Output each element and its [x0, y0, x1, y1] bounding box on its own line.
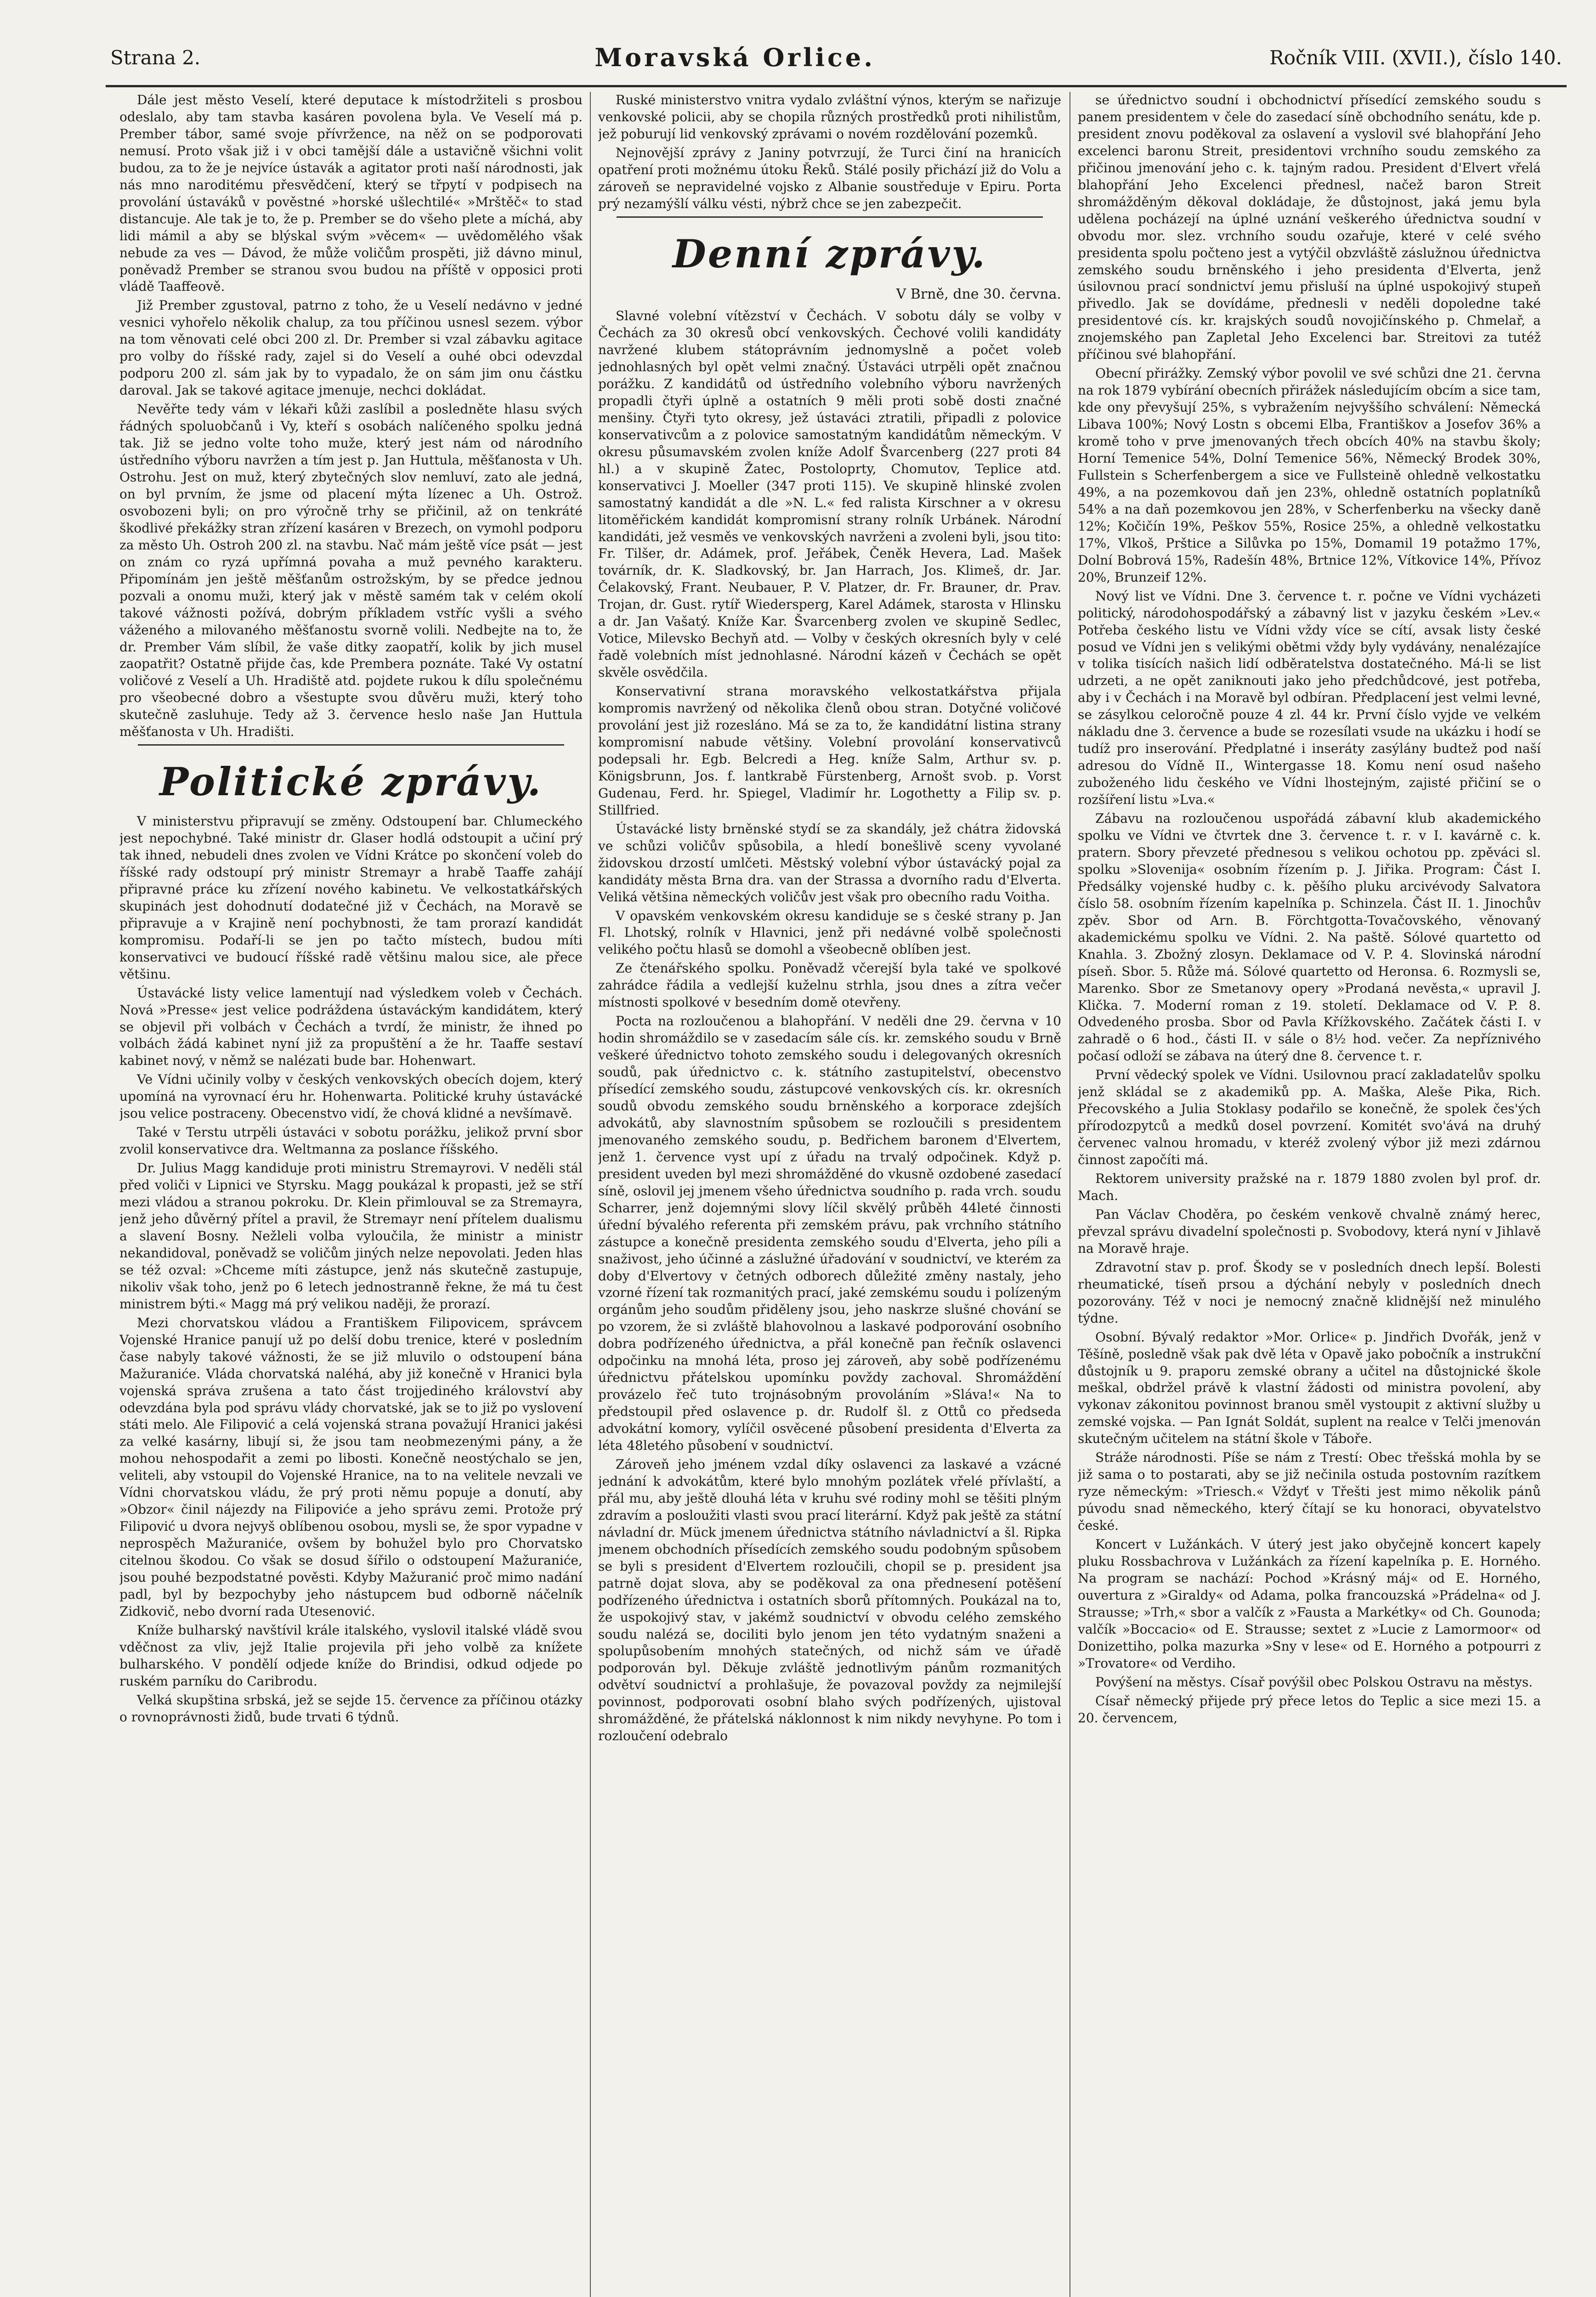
column-3 — [1078, 92, 1541, 2297]
news-item: V opavském venkovském okresu kandiduje se s české strany p. Jan Fl. Lhotský, rolník v Hlavnici, jenž při nedávné volbě společnosti velikého počtu hlasů se domohl a všeobecně oblíben jest. — [598, 908, 1061, 957]
section-title-daily: Denní zprávy. — [673, 231, 987, 277]
article-paragraph: Dále jest město Veselí, které deputace k místodržiteli s prosbou odeslalo, aby tam stavba kasáren povolena byla. Ve Veselí má p. Prember tábor, samé svoje přívržence, na něž on se podporovati nemusí. Proto však již i v obci tamější dále a ustavičně všichni volit budou, za to že je nejvíce ústavák a agitator proti naší národnosti, jak nás mno naroditému přesvědčení, který se třpytí v podpisech na provolání ústaváků v pověstné »horské ušlechtilé« »Mrštěč« to stad distancuje. Ale tak je to, že p. Prember se do všeho plete a míchá, aby lidi mámil a aby se blýskal svým »věcem« — uvědomělého však nebude za ves — Dávod, že může voličům prospěti, již dávno minul, poněvadž Prember se stranou svou budou na příště v opposici proti vládě Taaffeově. — [119, 92, 583, 294]
page-header — [110, 37, 1562, 78]
news-item: Obecní přirážky. Zemský výbor povolil ve své schůzi dne 21. června na rok 1879 vybírání obecních přirážek následujícím obcím a sice tam, kde ony převyšují 25%, s vybražením nejvyššího schválení: Německá Libava 100%; Nový Lostn s obcemi Elba, Františkov a Josefov 36% a kromě toho v prve jmenovaných třech obcích 40% na stavbu školy; Horní Temenice 54%, Dolní Temenice 56%, Německý Brodek 30%, Fullstein s Scherfenbergem a sice ve Fullsteině ohledně velkostatku 49%, a na pozemkovou daň jen 23%, ohledně ostatních poplatníků 54% a na daň pozemkovou jen 28%, v Scherfenberku na všecky daně 12%; Kočičín 19%, Peškov 55%, Rosice 25%, a ohledně velkostatku 17%, Vlkoš, Prštice a Silůvka po 15%, Domamil 19 potažmo 17%, Dolní Bobrová 15%, Radešín 48%, Brtnice 12%, Vítkovice 14%, Přívoz 20%, Brunzeif 12%. — [1078, 366, 1541, 585]
page-number: Strana 2. — [110, 46, 201, 69]
news-item: se úřednictvo soudní i obchodnictví přísedící zemského soudu s panem presidentem v čele do zasedací síně obchodního senátu, kde p. president znovu poděkoval za oslavení a vyslovil své blahopřání Jeho excelenci baronu Streit, presidentovi vrchního soudu zemského za přičinou jmenování jeho c. k. tajným radou. President d'Elvert vřelá blahopřání Jeho Excelenci přednesl, načež baron Streit shromážděným děkoval dokládaje, že důstojnost, jaká jemu byla udělena pocházejí na úplné uznání veškerého úřednictva soudní v obvodu mor. slez. vrchního soudu ozařuje, které v celé svého presidenta spolu počteno jest a vytýčil obzvláště záslužnou úřednictva zemského soudu brněnského i jeho presidenta d'Elverta, jenž úsilovnou prací sondnictví jemu přisluší na úplné uspokojivý stupeň přivedlo. Jak se dovídáme, přednesli v neděli dopoledne také presidentové cís. kr. krajských soudů novojičínského p. Chmelař, a znojemského pan Zapletal Jeho Excelenci bar. Streitovi za tutéž příčinou své blahopřání. — [1078, 92, 1541, 362]
news-item: Kníže bulharský navštívil krále italského, vyslovil italské vládě svou vděčnost za vliv, jejž Italie projevila při jeho volbě za knížete bulharského. V pondělí odjede kníže do Brindisi, odkud odjede po ruském parníku do Caribrodu. — [119, 1622, 583, 1689]
news-item: Pocta na rozloučenou a blahopřání. V neděli dne 29. června v 10 hodin shromáždilo se v zasedacím sále cís. kr. zemského soudu v Brně veškeré úřednictvo tohoto zemského soudu i delegovaných okresních soudů, pak úřednictvo c. k. státního zastupitelství, obecenstvo přísedící zemského soudu, zástupcové venkovských cís. kr. okresních soudů obvodu zemského soudu brněnského a korporace zdejších advokátů, aby slavnostním spůsobem se rozloučili s presidentem jmenovaného zemského soudu, p. Bedřichem baronem d'Elvertem, jenž 1. července vyst upí z úřadu na trvalý odpočinek. Když p. president uveden byl mezi shromážděné do vkusně ozdobené zasedací síně, oslovil jej jmenem všeho úřednictva soudního p. rada vrch. soudu Scharrer, jenž dojemnými slovy líčil skvělý průběh 44leté činnosti úřední bývalého referenta při zemském právu, pak vrchního státního zástupce a konečně presidenta zemského soudu d'Elverta, jeho píli a snaživost, jeho účinné a záslužné úřadování v soudnictví, ve kterém za doby d'Elvertovy v četných odborech důležité změny nastaly, jeho vzorné řízení tak rozmanitých prací, jaké zemskému soudu i polízeným orgánům jeho soudům přiděleny jsou, jeho naskrze slušné chování se po vzorem, že si zvláště blahovolnou a laskavé podporování osobního dobra podřízeného úřednictva, a přál konečně pan řečník oslavenci odpočinku na mnohá léta, proso jej zároveň, aby sobě podřízenému úřednictvu přátelskou upomínku povždy zachoval. Shromáždění provázelo řeč tuto trojnásobným provoláním »Sláva!« Na to předstoupil před oslavence p. dr. Rudolf šl. z Ottů co předseda advokátní komory, vylíčil osvěcené působení presidenta d'Elverta za léta 48letého působení v soudnictví. — [598, 1013, 1061, 1454]
newspaper-title: Moravská Orlice. — [594, 43, 876, 72]
news-item: Ve Vídni učinily volby v českých venkovských obecích dojem, který upomíná na vyrovnací éru hr. Hohenwarta. Politické kruhy ústavácké jsou velice postraceny. Obecenstvo vidí, že chová klidné a nevšímavě. — [119, 1072, 583, 1121]
header-rule — [106, 85, 1567, 87]
dateline: V Brně, dne 30. června. — [896, 286, 1061, 302]
issue-number: Ročník VIII. (XVII.), číslo 140. — [1269, 46, 1562, 69]
news-item: Stráže národnosti. Píše se nám z Trestí: Obec třešská mohla by se již sama o to postarati, aby se již nečinila ostuda postovním razítkem ryze německým: »Triesch.« Vždyť v Třešti jest mimo několik pánů púvodu snad německého, který čítají se ku honoraci, obyvatelstvo české. — [1078, 1450, 1541, 1533]
news-item: Ústavácké listy brněnské stydí se za skandály, jež chátra židovská ve schůzi voličův spůsobila, a hledí bonešlivě sceny vyvolané židovskou drzostí umlčeti. Městský volební výbor ústavácký pojal za kandidáty města Brna dra. van der Strassa a dvorního radu d'Elverta. Veliká většina německých voličův jest však pro obecního radu Voitha. — [598, 821, 1061, 905]
news-item: Zdravotní stav p. prof. Škody se v posledních dnech lepší. Bolesti rheumatické, tíseň prsou a dýchání nebyly v posledních dnech pozorovány. Též v noci je nemocný značně klidnější než minulého týdne. — [1078, 1259, 1541, 1326]
news-item: Dr. Julius Magg kandiduje proti ministru Stremayrovi. V neděli stál před voliči v Lipnici ve Styrsku. Magg poukázal k propasti, jež se stří mezi vládou a stranou pokroku. Dr. Klein přimlouval se za Stremayra, jenž jeho důvěrný přítel a pravil, že Stremayr není přítelem dualismu a slavení Bosny. Nežleli volba vyloučila, že ministr a ministr nekandidoval, poněvadž se voličům jiných nelze nepovolati. Jeden hlas se též ozval: »Chceme míti zástupce, jenž nás skutečně zastupuje, nikoliv však toho, jenž po 6 letech jednostranně řekne, že má tu čest ministrem býti.« Magg má prý velikou naději, že prorazí. — [119, 1160, 583, 1312]
column-2 — [598, 92, 1061, 2297]
news-item: Osobní. Bývalý redaktor »Mor. Orlice« p. Jindřich Dvořák, jenž v Těšíně, posledně však pak dvě léta v Opavě jako pobočník a instrukční důstojník u 9. praporu zemské obrany a učitel na důstojnické škole meškal, obdržel právě k vlastní žádosti od ministra povolení, aby vykonav zákonitou povinnost branou směl vystoupit z aktivní služby u zemské vojska. — Pan Ignát Soldát, suplent na realce v Telči jmenován skutečným učitelem na státní škole v Táboře. — [1078, 1329, 1541, 1447]
news-item: Velká skupština srbská, jež se sejde 15. července za příčinou otázky o rovnoprávnosti židů, bude trvati 6 týdnů. — [119, 1692, 583, 1725]
article-paragraph: Nevěřte tedy vám v lékaři kůži zaslíbil a posledněte hlasu svých řádných spoluobčanů i Vy, kteří s osobách nalíčeného spolku jedná tak. Již se jedno volte toho muže, který jest nám od národního ústředního výboru navržen a tím jest p. Jan Huttula, měšťanosta v Uh. Ostrohu. Jest on muž, který zbytečných slov nemluví, zato ale jedná, on byl prvním, že jsme od placení mýta lízenec a Uh. Ostrož. osvobozeni byli; on pro výročně trhy se přičinil, až on tenkráté škodlivé překážky stran zřízení kasáren v Brezech, on vymohl podporu za město Uh. Ostroh 200 zl. na stavbu. Nač mám ještě více psát — jest on znám co ryzá upřímná povaha a muž pevného karakteru. Připomínám jen ještě měšťanům ostrožským, by se předce jednou pozvali a onomu muži, který jak v městě samém tak v celém okolí takové vážnosti požívá, dobrým příkladem vstříc vyšli a svého váženého a milovaného měšťanostu svorně volili. Nedbejte na to, že dr. Prember Vám slíbil, že vaše ditky zaopatří, kolik by jich musel zaopatřit? Ostatně přijde čas, kde Prembera poznáte. Také Vy ostatní voličové z Veselí a Uh. Hradiště atd. pojdete rukou k dílu společnému pro všeobecné dobro a všestupte svou důvěru muži, který toho skutečně zasluhuje. Tedy až 3. července heslo naše Jan Huttula měšťanosta v Uh. Hradišti. — [119, 402, 583, 740]
news-item: V ministerstvu připravují se změny. Odstoupení bar. Chlumeckého jest nepochybné. Také ministr dr. Glaser hodlá odstoupit a učiní prý tak ihned, nebudeli dnes zvolen ve Vídni Krátce po skončení voleb do říšské rady odstoupí prý ministr Stremayr a hrabě Taaffe zahájí připravné práce ku zřízení nového kabinetu. Ve velkostatkářských skupinách jest dohodnutí dodatečné již v Čechách, na Moravě se připravuje a v Krajině není pochybnosti, že tam prorazí kandidát kompromisu. Podaří-li se jen po tačto místech, budou míti konservativci ve budoucí říšské radě většinu malou sice, ale přece většinu. — [119, 814, 583, 982]
news-item: Mezi chorvatskou vládou a Františkem Filipovicem, správcem Vojenské Hranice panují už po delší dobu trenice, které v posledním čase nabyly takové vážnosti, že se již mluvilo o odstoupení bána Mažuraniće. Vláda chorvatská naléhá, aby již konečně v Hranici byla vojenská správa zrušena a tato část trojjediného království aby odevzdána byla pod správu vlády chorvatské, jak se to již po vyslovení státi melo. Ale Filipović a celá vojenská strana považují Hranici jakési za velké kasárny, libují si, že jsou tam neobmezenými pány, a že mohou nehospodařit a zemi po libosti. Konečně neostýchalo se jen, veliteli, aby vstoupil do Vojenské Hranice, na to na velitele nevzali ve Vídni chorvatskou vládu, že prý proti němu popuje a donutí, aby »Obzor« činil nájezdy na Filipoviće a jeho správu zemi. Protože prý Filipović u dvora nejvyš oblíbenou osobou, mysli se, že spor vypadne v neprospěch Mažuraniće, ovšem by bohužel bylo pro Chorvatsko citelnou škodou. Co však se dosud šířilo o odstoupení Mažuraniće, jsou pouhé bezpodstatné pověsti. Kdyby Mažuranić proč mimo nadání padl, byl by bezpochyby jeho nástupcem bud odborně náčelník Zidkovič, nebo dvorní rada Utesenović. — [119, 1315, 583, 1619]
news-item: První vědecký spolek ve Vídni. Usilovnou prací zakladatelův spolku jenž skládal se z akademiků pp. A. Maška, Aleše Pika, Rich. Přecovského a Julia Stoklasy podařilo se konečně, že spolek čes'ých přírodozpytců a medků dosel povrzení. Komitét svo'ává na druhý červenec valnou hromadu, v kteréž zvolený výbor již mezi zdárnou činnost započíti má. — [1078, 1067, 1541, 1168]
news-item: Povýšení na městys. Císař povýšil obec Polskou Ostravu na městys. — [1095, 1674, 1533, 1690]
news-item: Také v Terstu utrpěli ústaváci v sobotu porážku, jelikož první sbor zvolil konservativce dra. Weltmanna za poslance říšského. — [119, 1125, 583, 1157]
news-item: Ze čtenářského spolku. Poněvadž včerejší byla také ve spolkové zahrádce řádila a vedlejší kuželnu strhla, jsou dnes a zítra večer místnosti spolkové v besedním domě otevřeny. — [598, 961, 1061, 1010]
section-rule — [617, 216, 1043, 218]
news-item: Zábavu na rozloučenou uspořádá zábavní klub akademického spolku ve Vídni ve čtvrtek dne 3. července t. r. v I. kavárně c. k. pratern. Sbory převzeté přednesou s velikou ochotou pp. zpěváci sl. spolku »Slovenija« osobním řízením p. J. Jiřika. Program: Část I. Předsálky vojenské hudby c. k. pěšího pluku arcivévody Salvatora číslo 58. osobním řízením kapelníka p. Schinzela. Část II. 1. Jinochův zpěv. Sbor od Arn. B. Förchtgotta-Tovačovského, věnovaný akademickému spolku ve Vídni. 2. Na paště. Sólové quartetto od Knahla. 3. Zbožný zlosyn. Deklamace od V. P. 4. Slovinská národní píseň. Sbor. 5. Růže má. Sólové quartetto od Heronsa. 6. Rozmysli se, Marenko. Sbor ze Smetanovy opery »Prodaná nevěsta,« upravil J. Klička. 7. Moderní roman z 19. století. Deklamace od V. P. 8. Odvedeného prosba. Sbor od Pavla Křížkovského. Začátek části I. v zahradě o 6 hod., části II. v sále o 8½ hod. večer. Za nepříznivého počasí odloží se zábava na úterý dne 8. července t. r. — [1078, 811, 1541, 1064]
news-item: Císař německý přijede prý přece letos do Teplic a sice mezi 15. a 20. červencem, — [1078, 1693, 1541, 1726]
news-item: Koncert v Lužánkách. V úterý jest jako obyčejně koncert kapely pluku Rossbachrova v Lužánkách za řízení kapelníka p. E. Horného. Na program se nachází: Pochod »Krásný máj« od E. Horného, ouvertura z »Giraldy« od Adama, polka francouzská »Prádelna« od J. Strausse; »Trh,« sbor a valčík z »Fausta a Markétky« od Ch. Gounoda; valčík »Boccacio« od E. Strausse; sextet z »Lucie z Lamormoor« od Donizettiho, polka mazurka »Sny v lese« od E. Horného a potpourri z »Trovatore« od Verdiho. — [1078, 1537, 1541, 1671]
news-item: Pan Václav Choděra, po českém venkově chvalně známý herec, převzal správu divadelní společnosti p. Svobodovy, která nyní v Jihlavě na Moravě hraje. — [1078, 1206, 1541, 1256]
news-item: Ústavácké listy velice lamentují nad výsledkem voleb v Čechách. Nová »Presse« jest velice podráždena ústaváckým kandidátem, který se objevil při volbách v Čechách a tvrdí, že ministr, že ihned po volbách žádá kabinet nyní již za propuštění a že hr. Taaffe sestaví kabinet nový, v němž se nalézati bude bar. Hohenwart. — [119, 985, 583, 1069]
news-item: Nový list ve Vídni. Dne 3. července t. r. počne ve Vídni vycházeti politický, národohospodářský a zábavný list v jazyku českém »Lev.« Potřeba českého listu ve Vídni vždy více se cítí, avsak listy české posud ve Vídni jen s velikými obětmi vždy byly vydávány, nenalézajíce v tolika tisících našich lidí odběratelstva dostatečného. Má-li se list udrzeti, a ne opět zaniknouti jako jeho předchůdcové, jest potřeba, aby i v Čechách i na Moravě byl odbíran. Předplacení jest velmi levné, se zásylkou celoročně pouze 4 zl. 44 kr. První číslo vyjde ve velkém nákladu dne 3. července a bude se rozesílati vsude na ukázku i hodí se tudíž pro inserování. Předplatné i inseráty zasýlány budtež pod naší adresou do Vídně II., Wintergasse 18. Komu není osud našeho zuboženého lidu českého ve Vídni lhostejným, zajisté přičiní se o rozšíření listu »Lva.« — [1078, 588, 1541, 808]
news-item: Konservativní strana moravského velkostatkářstva přijala kompromis navržený od několika členů obou stran. Dotyčné voličové provolání jest již rozesláno. Má se za to, že kandidátní listina strany kompromisní nabude většiny. Volební provolání konservativců podepsali hr. Egb. Belcredi a Heg. kníže Salm, Arthur sv. p. Königsbrunn, Jos. f. lantkrabě Fürstenberg, Arnošt svob. p. Vorst Gudenau, Ferd. hr. Spiegel, Vladimír hr. Logothetty a Filip sv. p. Stillfried. — [598, 684, 1061, 818]
column-1 — [119, 92, 583, 2297]
news-item: Slavné volební vítězství v Čechách. V sobotu dály se volby v Čechách za 30 okresů obcí venkovských. Čechové volili kandidáty navržené klubem státoprávním jednomyslně a počet voleb jednohlasných byl opět velmi značný. Ústaváci utrpěli opět značnou porážku. Z kandidátů od ústředního volebního výboru navržených propadli čtyři úplně a ostatních 9 měli proti sobě dosti značné menšiny. Čtyři tyto okresy, jež ústaváci ztratili, připadli z polovice konservativcům a z polovice samostatným kandidátům německým. V okresu půsumavském zvolen kníže Adolf Švarcenberg (227 proti 84 hl.) a v skupině Žatec, Postoloprty, Chomutov, Teplice atd. konservativci J. Moeller (347 proti 115). Ve skupině hlinské zvolen samostatný kandidát a dle »N. L.« fed ralista Kirschner a v okresu litoměřickém kandidát kompromisní strany rolník Urbánek. Národní kandidáti, jež vesměs ve venkovských navrženi a zvoleni byli, jsou tito: Fr. Tilšer, dr. Adámek, prof. Jeřábek, Čeněk Hevera, Lad. Mašek továrník, dr. K. Sladkovský, br. Jan Harrach, Jos. Klimeš, dr. Jar. Čelakovský, Frant. Neubauer, P. V. Platzer, dr. Fr. Brauner, dr. Prav. Trojan, dr. Gust. rytíř Wiedersperg, Karel Adámek, starosta v Hlinsku a dr. Jan Vašatý. Kníže Kar. Švarcenberg zvolen ve skupině Sedlec, Votice, Milevsko Bechyň atd. — Volby v českých okresních byly v celé řadě volebních míst jednohlasné. Národní kázeň v Čechách se opět skvěle osvědčila. — [598, 308, 1061, 680]
column-divider — [590, 92, 591, 2297]
section-rule — [138, 744, 564, 746]
news-item: Nejnovější zprávy z Janiny potvrzují, že Turci činí na hranicích opatření proti možnému útoku Řeků. Stálé posily přichází již do Volu a zároveň se nepravidelné vojsko z Albanie soustředuje v Epiru. Porta prý nezamýšlí válku vésti, nýbrž chce se jen zabezpečit. — [598, 145, 1061, 211]
section-title-political: Politické zprávy. — [159, 759, 543, 805]
article-paragraph: Již Prember zgustoval, patrno z toho, že u Veselí nedávno v jedné vesnici vyhořelo několik chalup, za tou příčinou usnesl sezem. výbor na tom věnovati celé obci 200 zl. Dr. Prember si vzal zábavku agitace pro volby do říšské rady, zajel si do Veselí a ouhé obci odevzdal podporu 200 zl. sám jak by to vypadalo, že on sám jim onu částku daroval. Jak se takové agitace jmenuje, nechci dokládat. — [119, 298, 583, 398]
news-item: Rektorem university pražské na r. 1879 1880 zvolen byl prof. dr. Mach. — [1078, 1171, 1541, 1203]
news-item: Ruské ministerstvo vnitra vydalo zvláštní výnos, kterým se nařizuje venkovské policii, aby se chopila různých prostředků proti nihilistům, jež poburují lid venkovský zprávami o novém rozdělování pozemků. — [598, 92, 1061, 141]
news-item: Zároveň jeho jménem vzdal díky oslavenci za laskavé a vzácné jednání k advokátům, které bylo mnohým pozlátek vřelé přívlaští, a přál mu, aby ještě dlouhá léta v kruhu své rodiny mohl se těšiti plným zdravím a posloužiti vlasti svou prací literární. Když pak ještě za státní návladní dr. Mück jmenem úřednictva státního návladnictví a šl. Ripka jmenem obchodních přísedících zemského soudu podobným spůsobem se byli s president d'Elvertem rozloučili, chopil se p. president jsa patrně dojat slova, aby se poděkoval za ona přednesení potěšení podřízeného úřednictva i ostatních sborů přítomných. Poukázal na to, že uspokojivý stav, v jakémž soudnictví v obvodu celého zemského soudu nalézá se, dociliti bylo jenom jen této vydatným snaženi a spolupůsobením mnohých statečných, od nichž sám ve úřadě podporován byl. Děkuje zvláště jednotlivým pánům rozmanitých odvětví soudnictví a prohlašuje, že povazoval povždy za nejmilejší povinnost, podporovati osobní blaho svých podřízených, ujistoval shromážděné, že přátelská náklonnost k nim nikdy nevyhyne. Po tom i rozloučení odebralo — [598, 1457, 1061, 1744]
